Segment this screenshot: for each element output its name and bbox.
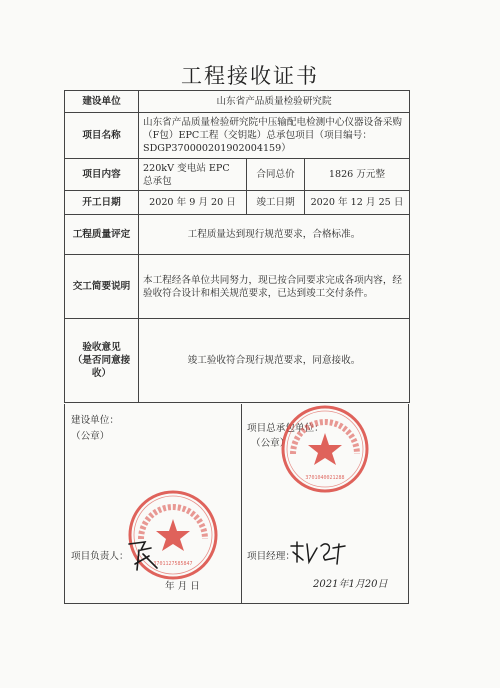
price-value: 1826 万元整 bbox=[305, 159, 410, 191]
opinion-value: 竣工验收符合现行规范要求，同意接收。 bbox=[139, 319, 410, 403]
contractor-seal-stamp bbox=[280, 404, 370, 494]
document-title: 工程接收证书 bbox=[181, 64, 319, 88]
end-value: 2020 年 12 月 25 日 bbox=[305, 191, 410, 215]
signature-section bbox=[64, 404, 409, 604]
builder-value: 山东省产品质量检验研究院 bbox=[139, 91, 410, 113]
quality-value: 工程质量达到现行规范要求，合格标准。 bbox=[139, 215, 410, 255]
opinion-label-line1: 验收意见 bbox=[82, 342, 121, 353]
signature-divider bbox=[241, 404, 242, 604]
builder-label: 建设单位 bbox=[65, 91, 139, 113]
contractor-seal-label: （公章） bbox=[251, 438, 290, 449]
project-name-value: 山东省产品质量检验研究院中压输配电检测中心仪器设备采购（F包）EPC工程（交钥匙）总承包项目（项目编号：SDGP370000201902004159） bbox=[139, 113, 410, 159]
row-quality bbox=[65, 215, 410, 255]
row-dates bbox=[65, 191, 410, 215]
svg-text:3701040021288: 3701040021288 bbox=[305, 475, 345, 481]
contractor-manager-signature bbox=[287, 538, 351, 568]
row-project-name bbox=[65, 113, 410, 159]
content-value: 220kV 变电站 EPC 总承包 bbox=[139, 159, 247, 191]
start-value: 2020 年 9 月 20 日 bbox=[139, 191, 247, 215]
contractor-manager-label: 项目经理： bbox=[247, 551, 295, 562]
contractor-date-handwritten: 2021年1月20日 bbox=[313, 579, 388, 590]
start-label: 开工日期 bbox=[65, 191, 139, 215]
builder-manager-label: 项目负责人： bbox=[71, 551, 129, 562]
end-label: 竣工日期 bbox=[247, 191, 305, 215]
certificate-table bbox=[64, 90, 410, 403]
svg-text:3701127585847: 3701127585847 bbox=[153, 561, 193, 567]
project-name-label: 项目名称 bbox=[65, 113, 139, 159]
price-label: 合同总价 bbox=[247, 159, 305, 191]
quality-label: 工程质量评定 bbox=[65, 215, 139, 255]
opinion-label bbox=[65, 319, 139, 403]
row-opinion bbox=[65, 319, 410, 403]
opinion-label-line3: 收） bbox=[91, 368, 112, 379]
builder-unit-label: 建设单位： bbox=[71, 415, 119, 426]
content-label: 项目内容 bbox=[65, 159, 139, 191]
row-builder bbox=[65, 91, 410, 113]
opinion-label-line2: （是否同意接 bbox=[72, 355, 131, 366]
contractor-unit-label: 项目总承包单位： bbox=[247, 423, 324, 434]
handover-label: 交工简要说明 bbox=[65, 255, 139, 319]
row-handover bbox=[65, 255, 410, 319]
row-content bbox=[65, 159, 410, 191]
builder-date-label: 年 月 日 bbox=[165, 581, 200, 592]
builder-manager-signature bbox=[123, 534, 163, 574]
handover-value: 本工程经各单位共同努力，现已按合同要求完成各项内容，经验收符合设计和相关规范要求，已达到竣工交付条件。 bbox=[139, 255, 410, 319]
builder-seal-label: （公章） bbox=[71, 431, 110, 442]
